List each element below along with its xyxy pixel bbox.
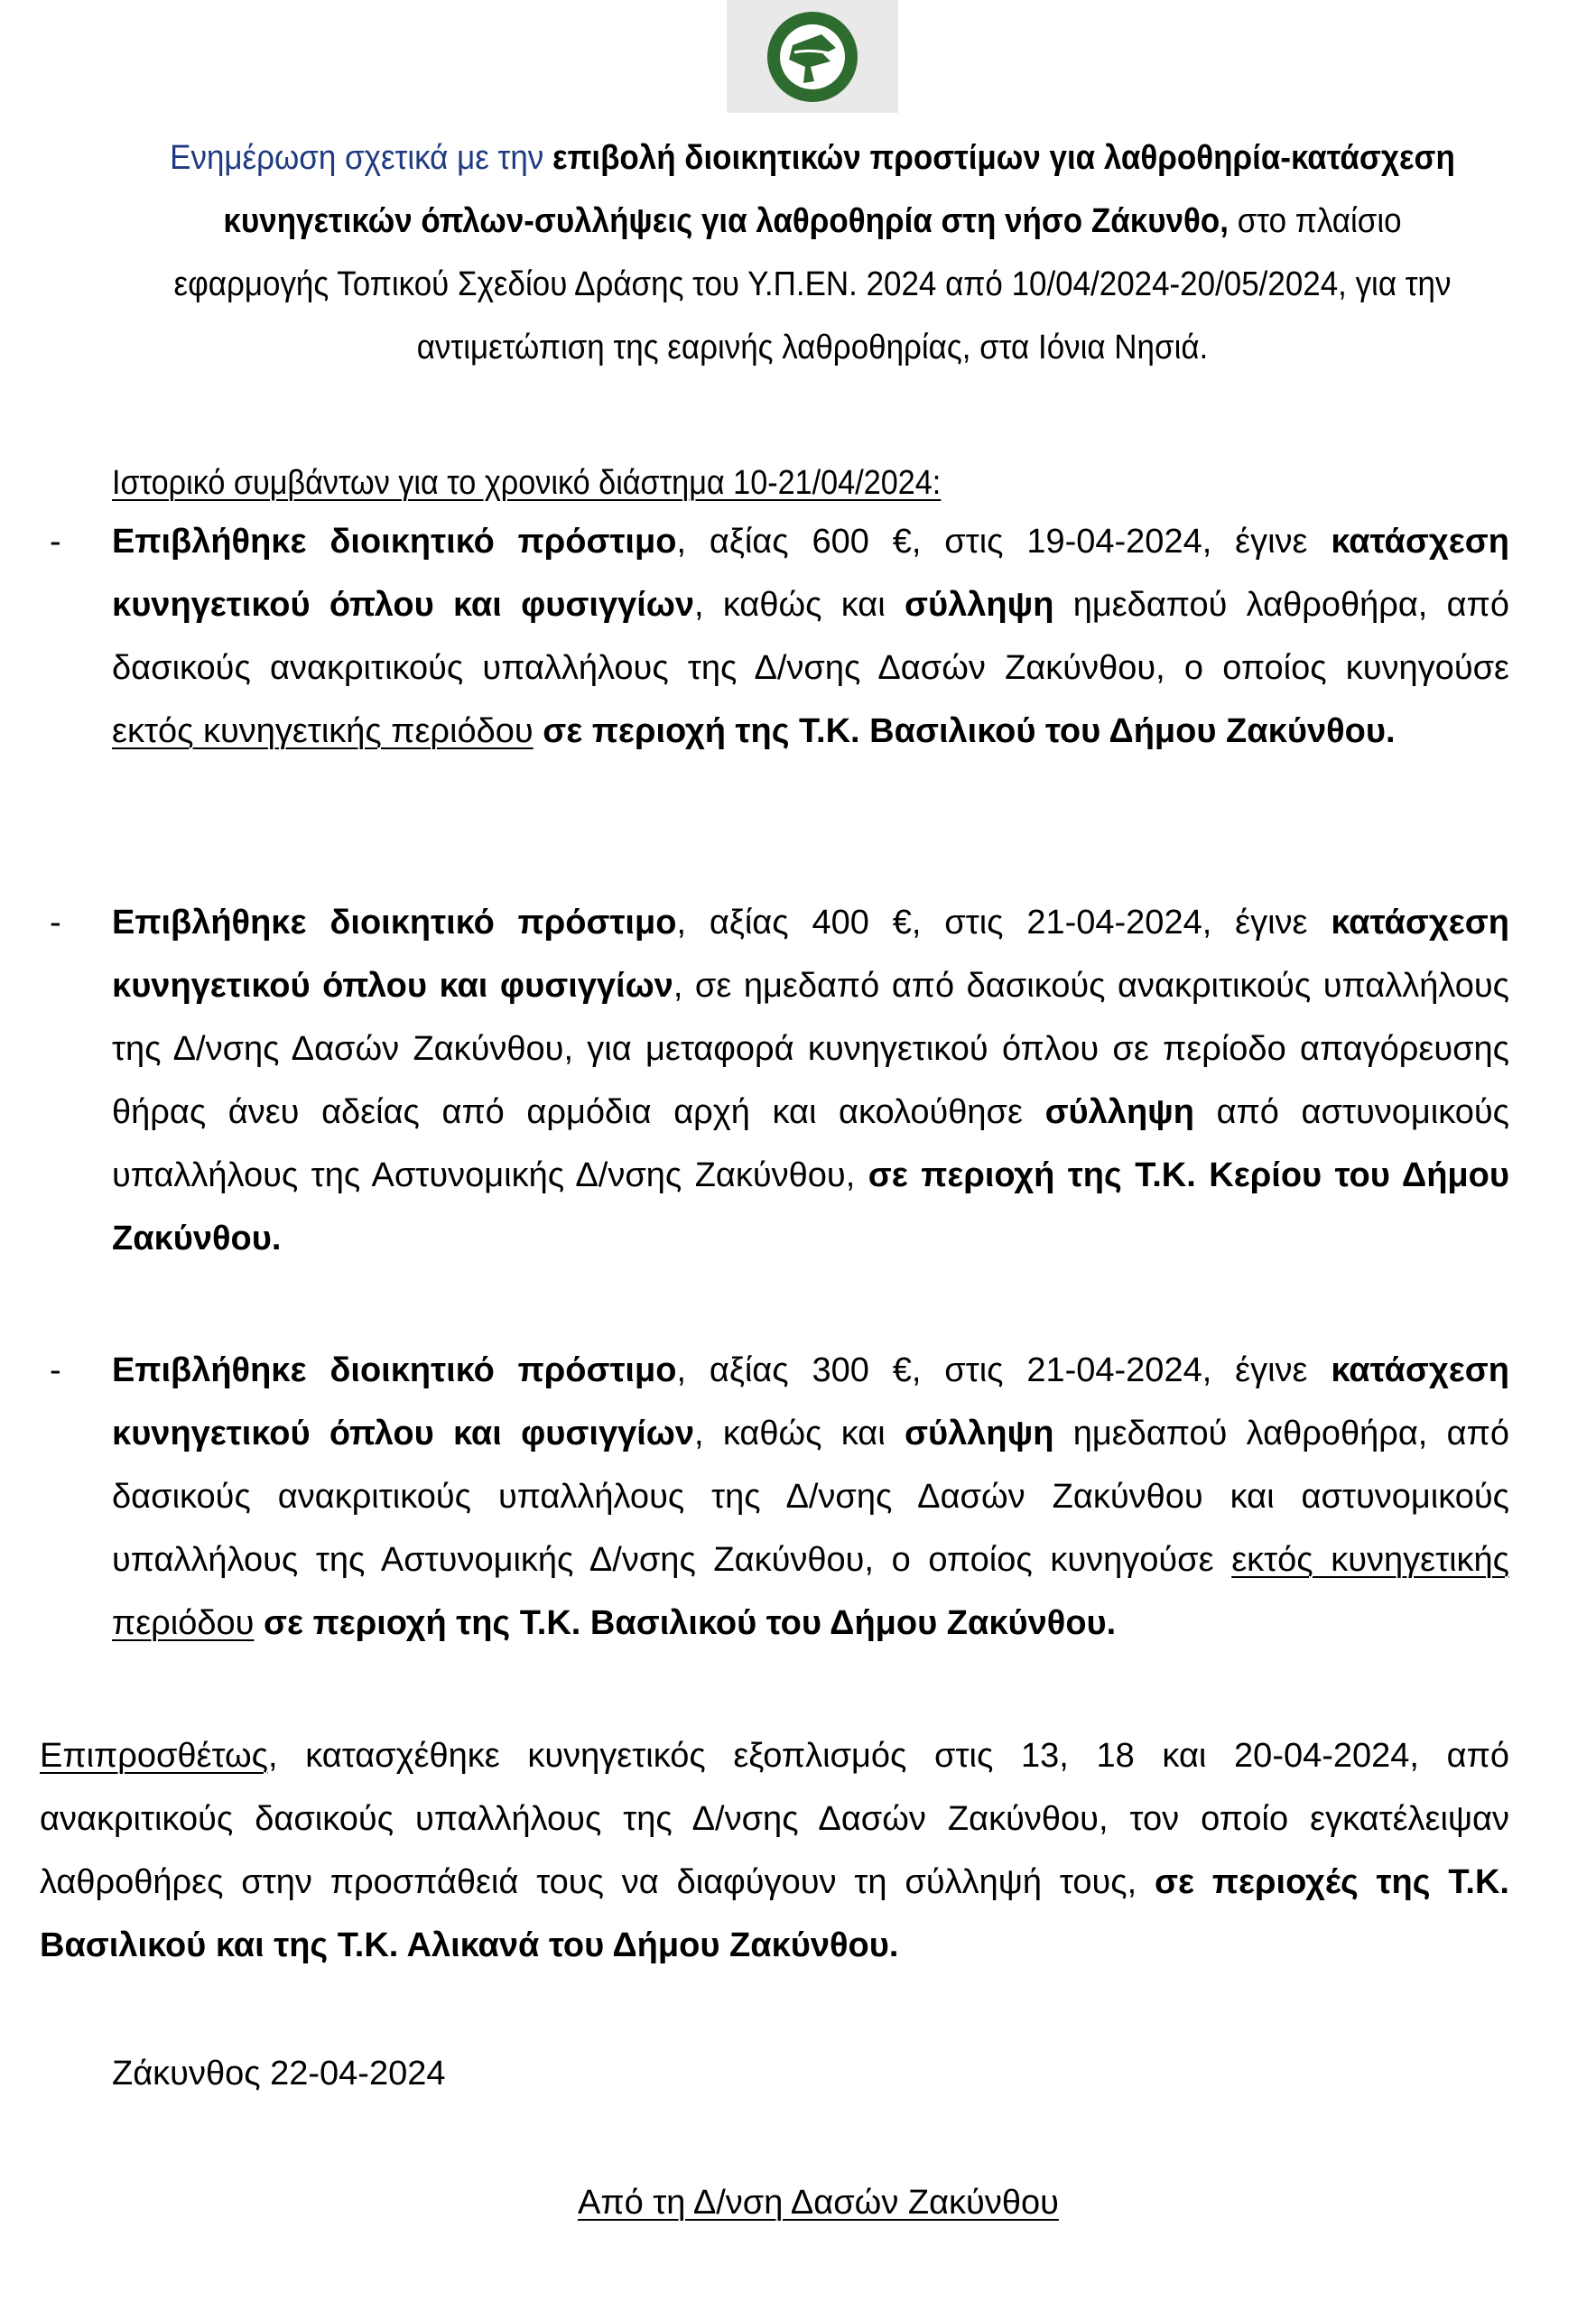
additional-lead: Επιπροσθέτως	[40, 1737, 268, 1775]
signature: Από τη Δ/νση Δασών Ζακύνθου	[578, 2184, 1059, 2222]
fine-label: Επιβλήθηκε διοικητικό πρόστιμο	[112, 523, 677, 561]
heading-rest: στο πλαίσιο εφαρμογής Τοπικού Σχεδίου Δράσης του Υ.Π.ΕΝ. 2024 από 10/04/2024-20/05/2024, για την αντιμετώπιση της εαρινής λαθροθηρίας, στα Ιόνια Νησιά.	[173, 202, 1452, 367]
bullet-dash: -	[50, 904, 61, 942]
text-segment: από αστυνομικούς υπαλλήλους της Αστυνομικής Δ/νσης Ζακύνθου,	[112, 1093, 1509, 1194]
out-of-season-text: εκτός κυνηγετικής περιόδου	[112, 1541, 1509, 1642]
bullet-dash: -	[50, 523, 61, 561]
heading-intro: Ενημέρωση σχετικά με την	[170, 139, 552, 177]
seizure-label: κατάσχεση κυνηγετικού όπλου και φυσιγγίων	[112, 523, 1509, 624]
additional-paragraph	[40, 1724, 1509, 1977]
document-heading	[164, 126, 1460, 379]
text-segment: , σε ημεδαπό από δασικούς ανακριτικούς υπαλλήλους της Δ/νσης Δασών Ζακύνθου, για μεταφορά κυνηγετικού όπλου σε περίοδο απαγόρευσης θήρας άνευ αδείας από αρμόδια αρχή και ακολούθησε	[112, 967, 1509, 1131]
incident-text	[112, 1339, 1509, 1655]
text-segment: ημεδαπού λαθροθήρα, από δασικούς ανακριτικούς υπαλλήλους της Δ/νσης Δασών Ζακύνθου, ο οποίος κυνηγούσε	[112, 586, 1509, 687]
location-text: σε περιοχή της Τ.Κ. Κερίου του Δήμου Ζακύνθου.	[112, 1156, 1510, 1258]
text-segment: , καθώς και	[694, 586, 905, 624]
additional-body: , κατασχέθηκε κυνηγετικός εξοπλισμός στις 13, 18 και 20-04-2024, από ανακριτικούς δασικούς υπαλλήλους της Δ/νσης Δασών Ζακύνθου, τον οποίο εγκατέλειψαν λαθροθήρες στην προσπάθειά τους να διαφύγουν τη σύλληψή τους,	[40, 1737, 1509, 1901]
arrest-label: σύλληψη	[905, 1415, 1054, 1452]
fine-details: , αξίας 400 €, στις 21-04-2024, έγινε	[676, 904, 1332, 942]
incident-text	[112, 891, 1509, 1270]
fine-details: , αξίας 600 €, στις 19-04-2024, έγινε	[676, 523, 1332, 561]
spacer	[534, 712, 543, 750]
text-segment: , καθώς και	[694, 1415, 905, 1452]
spacer	[254, 1604, 264, 1642]
fine-label: Επιβλήθηκε διοικητικό πρόστιμο	[112, 1351, 677, 1389]
arrest-label: σύλληψη	[905, 586, 1054, 624]
date-line: Ζάκυνθος 22-04-2024	[112, 2055, 446, 2093]
out-of-season-text: εκτός κυνηγετικής περιόδου	[112, 712, 534, 750]
location-text: σε περιοχή της Τ.Κ. Βασιλικού του Δήμου Ζακύνθου.	[263, 1604, 1117, 1642]
fine-details: , αξίας 300 €, στις 21-04-2024, έγινε	[676, 1351, 1332, 1389]
seizure-label: κατάσχεση κυνηγετικού όπλου και φυσιγγίων	[112, 1351, 1509, 1452]
history-title: Ιστορικό συμβάντων για το χρονικό διάστημα 10-21/04/2024:	[112, 464, 942, 502]
heading-bold: επιβολή διοικητικών προστίμων για λαθροθηρία-κατάσχεση κυνηγετικών όπλων-συλλήψεις για λαθροθηρία στη νήσο Ζάκυνθο,	[223, 139, 1455, 240]
incident-item	[50, 891, 1509, 1270]
location-text: σε περιοχή της Τ.Κ. Βασιλικού του Δήμου Ζακύνθου.	[543, 712, 1396, 750]
incident-text	[112, 510, 1509, 763]
arrest-label: σύλληψη	[1044, 1093, 1194, 1131]
fine-label: Επιβλήθηκε διοικητικό πρόστιμο	[112, 904, 677, 942]
logo-box	[727, 0, 898, 113]
incident-item	[50, 1339, 1509, 1655]
seizure-label: κατάσχεση κυνηγετικού όπλου και φυσιγγίων	[112, 904, 1509, 1005]
additional-location: σε περιοχές της Τ.Κ. Βασιλικού και της Τ.Κ. Αλικανά του Δήμου Ζακύνθου.	[40, 1863, 1509, 1964]
incident-item	[50, 510, 1509, 763]
forest-service-logo-icon	[758, 7, 867, 107]
text-segment: ημεδαπού λαθροθήρα, από δασικούς ανακριτικούς υπαλλήλους της Δ/νσης Δασών Ζακύνθου και αστυνομικούς υπαλλήλους της Αστυνομικής Δ/νσης Ζακύνθου, ο οποίος κυνηγούσε	[112, 1415, 1509, 1579]
bullet-dash: -	[50, 1351, 61, 1389]
